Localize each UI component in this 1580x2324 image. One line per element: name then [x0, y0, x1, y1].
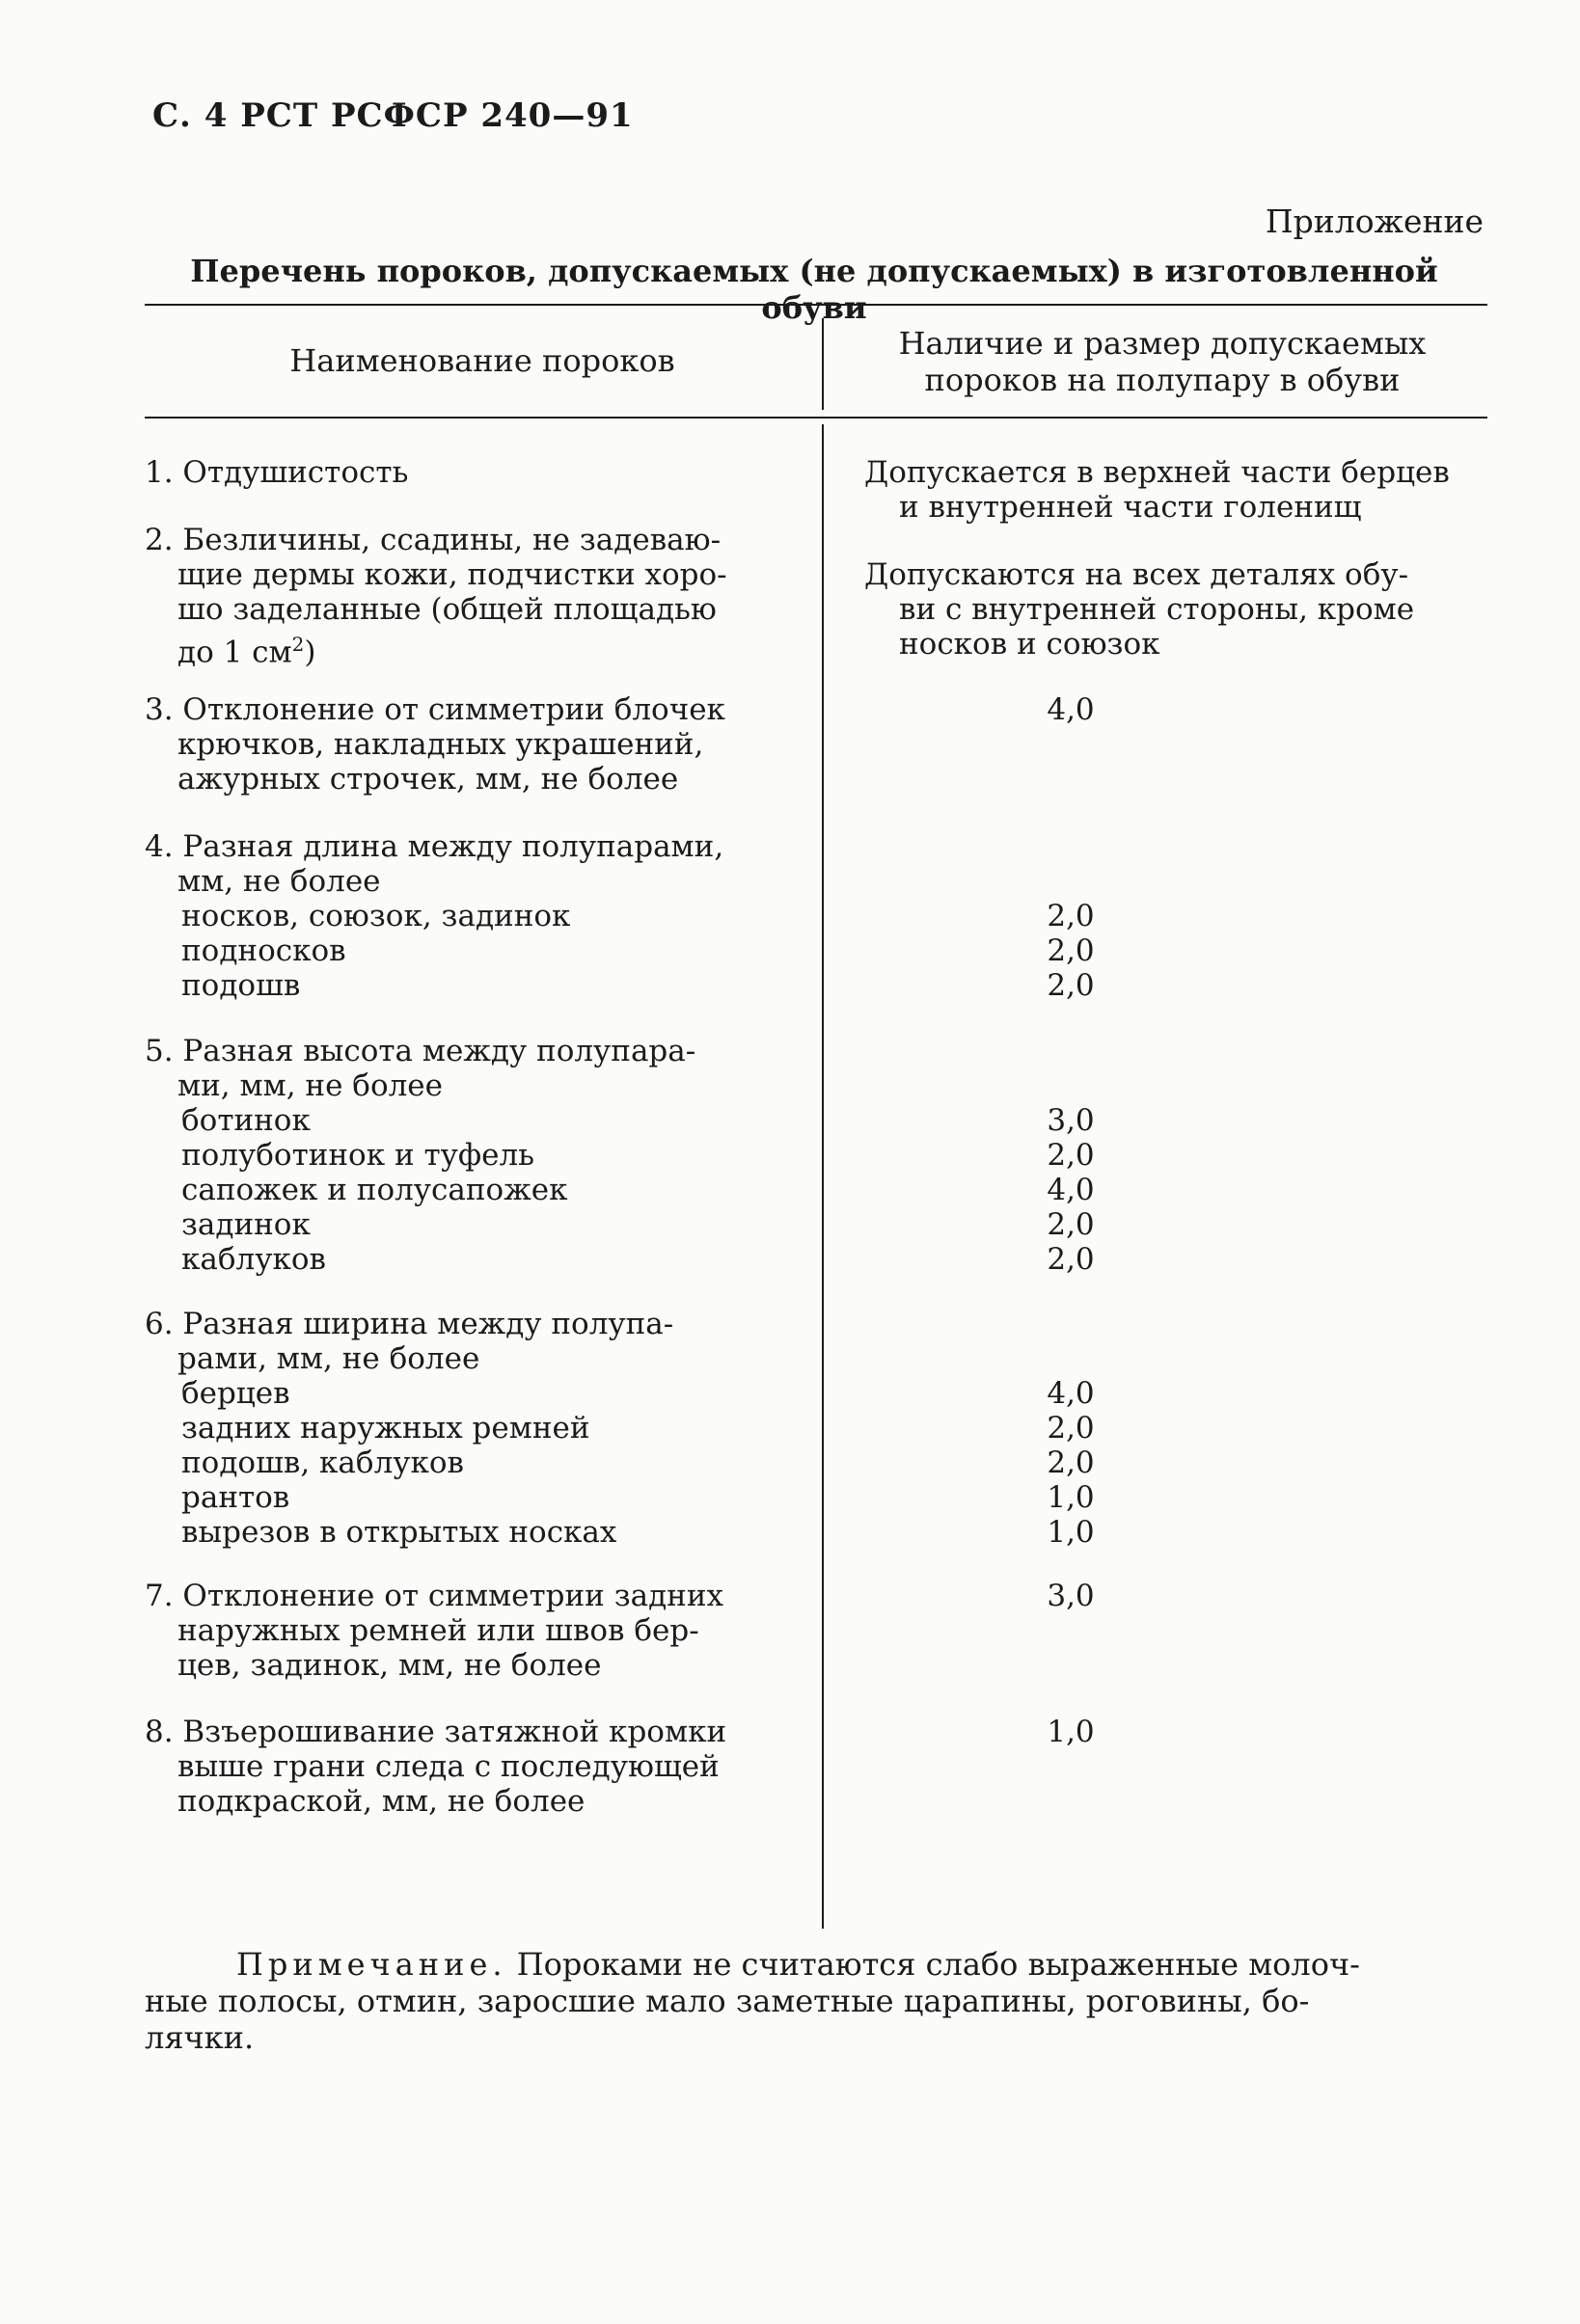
item-text: мм, не более	[177, 864, 381, 899]
note-label: Примечание.	[236, 1946, 507, 1983]
item-text: 3. Отклонение от симметрии блочек	[145, 692, 725, 727]
item-text: 5. Разная высота между полупара-	[145, 1034, 696, 1068]
value-item-5-1: 3,0	[1047, 1103, 1095, 1138]
defect-item-1	[145, 455, 408, 490]
value-item-7: 3,0	[1047, 1579, 1095, 1613]
note-line: ные полосы, отмин, заросшие мало заметные царапины, роговины, бо-	[145, 1983, 1310, 2019]
item-text: щие дермы кожи, подчистки хоро-	[177, 557, 727, 592]
value-item-6-3: 2,0	[1047, 1446, 1095, 1480]
value-item-4-3: 2,0	[1047, 968, 1095, 1003]
value-item-5-4: 2,0	[1047, 1207, 1095, 1242]
col-header-line: Наличие и размер допускаемых	[898, 325, 1427, 362]
value-item-4-1: 2,0	[1047, 899, 1095, 933]
item-subtext: берцев	[181, 1376, 290, 1411]
allowance-text-1	[864, 455, 1450, 525]
item-subtext: полуботинок и туфель	[181, 1138, 535, 1173]
value-item-3: 4,0	[1047, 692, 1095, 727]
item-subtext: рантов	[181, 1480, 290, 1515]
item-subtext: ботинок	[181, 1103, 311, 1138]
item-text: ми, мм, не более	[177, 1068, 443, 1103]
value-item-6-1: 4,0	[1047, 1376, 1095, 1411]
item-subtext: носков, союзок, задинок	[181, 899, 571, 933]
item-text: наружных ремней или швов бер-	[177, 1613, 699, 1648]
value-item-8: 1,0	[1047, 1715, 1095, 1749]
table-header-rule	[145, 417, 1487, 419]
defect-item-5	[145, 1034, 695, 1277]
item-text: подкраской, мм, не более	[177, 1784, 586, 1819]
footnote	[145, 1946, 1484, 2056]
table-body-divider	[822, 424, 824, 1929]
value-item-5-3: 4,0	[1047, 1173, 1095, 1207]
item-text: 4. Разная длина между полупарами,	[145, 829, 724, 864]
item-text: 6. Разная ширина между полупа-	[145, 1307, 674, 1341]
item-text: выше грани следа с последующей	[177, 1749, 720, 1784]
item-subtext: задинок	[181, 1207, 311, 1242]
appendix-label: Приложение	[1265, 203, 1484, 240]
value-item-6-5: 1,0	[1047, 1515, 1095, 1550]
item-subtext: вырезов в открытых носках	[181, 1515, 617, 1550]
defect-item-3	[145, 692, 725, 797]
table-top-rule	[145, 304, 1487, 306]
item-text	[145, 627, 727, 669]
allowance-line: Допускается в верхней части берцев	[864, 455, 1450, 490]
allowance-text-2	[864, 557, 1414, 662]
col-header-line: пороков на полупару в обуви	[924, 362, 1401, 398]
document-title: Перечень пороков, допускаемых (не допускаемых) в изготовленной обуви	[190, 253, 1438, 326]
item-text: крючков, накладных украшений,	[177, 727, 704, 762]
item-text: 7. Отклонение от симметрии задних	[145, 1579, 723, 1613]
allowance-line: Допускаются на всех деталях обу-	[864, 557, 1409, 592]
allowance-line: носков и союзок	[899, 627, 1160, 662]
item-text: 1. Отдушистость	[145, 455, 409, 490]
table-header-divider	[822, 318, 824, 410]
item-text: шо заделанные (общей площадью	[177, 592, 717, 627]
note-text: Пороками не считаются слабо выраженные молоч-	[506, 1946, 1360, 1983]
page-header: С. 4 РСТ РСФСР 240—91	[152, 96, 634, 135]
item-text: 8. Взъерошивание затяжной кромки	[145, 1715, 727, 1749]
value-item-4-2: 2,0	[1047, 933, 1095, 968]
item-subtext: подносков	[181, 933, 346, 968]
defect-item-6	[145, 1307, 673, 1550]
note-line	[236, 1946, 1484, 1983]
value-item-5-2: 2,0	[1047, 1138, 1095, 1173]
item-text-part: до 1 см	[177, 635, 292, 670]
col-header-defect-name: Наименование пороков	[289, 342, 675, 379]
defect-item-4	[145, 829, 723, 1003]
col-header-allowed-size	[849, 325, 1476, 398]
defect-item-2	[145, 523, 727, 669]
value-item-5-5: 2,0	[1047, 1242, 1095, 1277]
value-item-6-2: 2,0	[1047, 1411, 1095, 1446]
item-text: 2. Безличины, ссадины, не задеваю-	[145, 523, 722, 557]
item-text: рами, мм, не более	[177, 1341, 480, 1376]
item-subtext: подошв, каблуков	[181, 1446, 465, 1480]
item-text: ажурных строчек, мм, не более	[177, 762, 679, 797]
allowance-line: и внутренней части голенищ	[899, 490, 1362, 525]
item-text-part: )	[304, 635, 316, 670]
item-subtext: сапожек и полусапожек	[181, 1173, 568, 1207]
item-subtext: подошв	[181, 968, 301, 1003]
item-subtext: каблуков	[181, 1242, 326, 1277]
defect-item-8	[145, 1715, 726, 1819]
defect-item-7	[145, 1579, 723, 1683]
superscript: 2	[291, 633, 305, 656]
item-text: цев, задинок, мм, не более	[177, 1648, 602, 1683]
item-subtext: задних наружных ремней	[181, 1411, 590, 1446]
allowance-line: ви с внутренней стороны, кроме	[899, 592, 1415, 627]
value-item-6-4: 1,0	[1047, 1480, 1095, 1515]
note-line: лячки.	[145, 2019, 255, 2056]
